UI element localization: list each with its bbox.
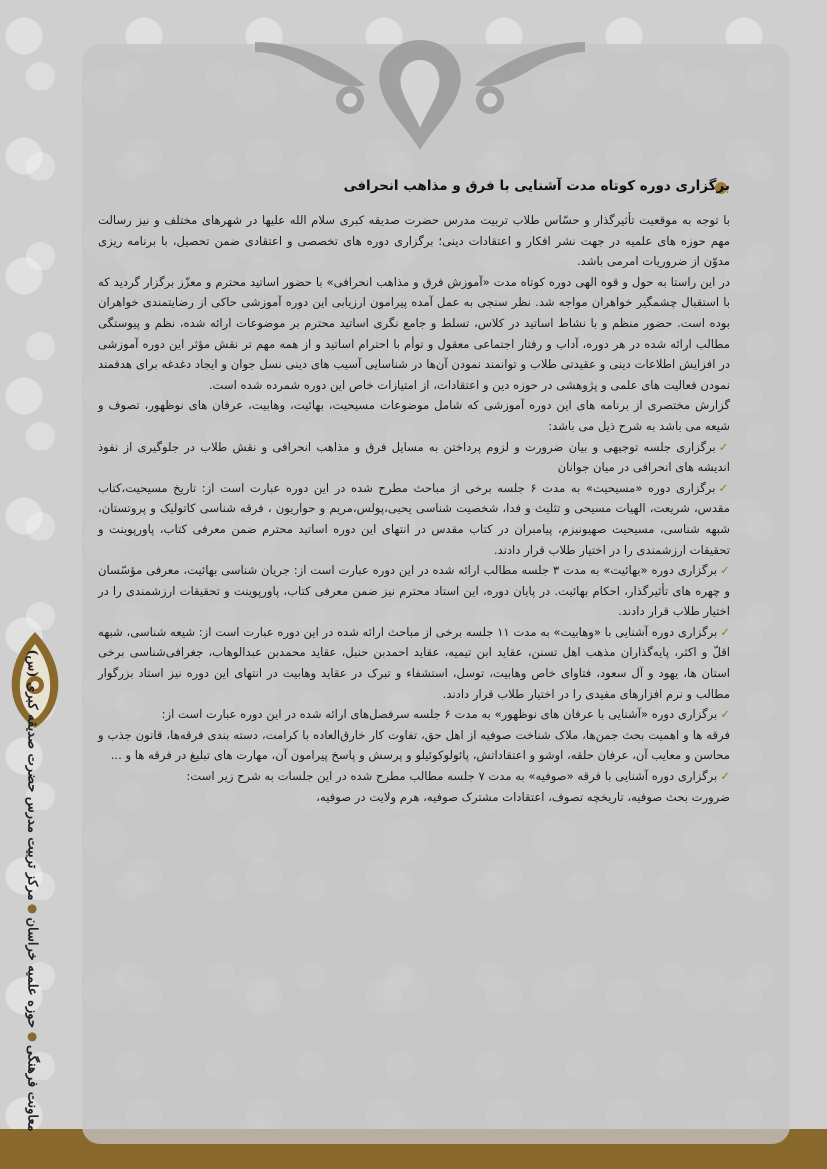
paragraph-text: برگزاری دوره «مسیحیت» به مدت ۶ جلسه برخی از مباحث مطرح شده در این دوره عبارت است از: تاریخ مسیحیت،کتاب مقدس، شریعت، الهیات مسیحی و تثلیث و فدا، شخصیت شناسی یحیی،پولس،مریم و حواریون ، فرقه شناسی کاتولیک و پروتستان، شبهه شناسی، مسیحیت صهیونیزم، پیامبران در کتاب مقدس در انتهای این دوره اساتید محترم ضمن معرفی کتاب، پاورپوینت و تحقیقات ارزشمندی را در اختیار طلاب قرار دادند. [98,480,730,557]
article-body [98,210,730,807]
paragraph-text: گزارش مختصری از برنامه های این دوره آموزشی که شامل موضوعات مسیحیت، بهائیت، وهابیت، عرفان های نوظهور، تصوف و شیعه می باشد به شرح ذیل می باشد: [98,398,730,433]
paragraph-text: ضرورت بحث صوفیه، تاریخچه تصوف، اعتقادات مشترک صوفیه، هرم ولایت در صوفیه، [316,789,730,804]
paragraph [98,272,730,396]
checkmark-icon: ✓ [720,563,730,578]
paragraph-text: برگزاری دوره آشنایی با «وهابیت» به مدت ۱۱ جلسه برخی از مباحث ارائه شده در این دوره عبارت است از: شیعه شناسی، شبهه اقلّ و اکثر، پایه‌گذاران مذهب اهل تسنن، عقاید ابن تیمیه، عقاید احمدبن حنبل، عقاید محمدبن عبدالوهاب، جغرافی‌شناسی برخی استان ها، یهود و آل سعود، فتاوای خاص وهابیت، توسل، استشفاء و تبرک در عقاید وهابیت در انتهای این دوره نیز استاد بزرگوار مطالب و نرم افزارهای مفیدی را در اختیار طلاب قرار دادند. [98,624,730,701]
separator-dot-icon [28,904,37,913]
checkmark-icon: ✓ [720,769,730,784]
checkmark-icon: ✓ [718,439,731,454]
paragraph-text: برگزاری دوره آشنایی با فرقه «صوفیه» به مدت ۷ جلسه مطالب مطرح شده در این جلسات به شرح زیر است: [186,769,718,784]
paragraph [98,560,730,622]
paragraph [98,437,730,478]
side-title-part2: حوزه علمیه خراسان [24,916,40,1028]
side-title-part3: مرکز تربیت مدرس حضرت صدیقه کبری (س) [24,648,40,900]
checkmark-icon: ✓ [718,480,731,495]
paragraph [98,210,730,272]
paragraph [98,395,730,436]
separator-dot-icon [28,1032,37,1041]
checkmark-icon: ✓ [720,707,730,722]
paragraph [98,766,730,787]
paragraph-text: برگزاری جلسه توجیهی و بیان ضرورت و لزوم پرداختن به مسایل فرق و مذاهب انحرافی و نقش طلاب در جلوگیری از نفوذ اندیشه های انحرافی در میان جوانان [98,439,730,475]
side-title-part1: معاونت فرهنگی [24,1044,40,1132]
top-ornament-icon [255,30,585,160]
paragraph-text: برگزاری دوره «بهائیت» به مدت ۳ جلسه مطالب ارائه شده در این دوره عبارت است از: جریان شناسی بهائیت، معرفی مؤسّسان و چهره های تأثیرگذار، احکام بهائیت. در پایان دوره، این استاد محترم نیز ضمن معرفی کتاب، پاورپوینت و تحقیقات ارزشمندی را در اختیار طلاب قرار دادند. [98,563,730,619]
paragraph [98,787,730,808]
paragraph [98,478,730,560]
paragraph-text: فرقه ها و اهمیت بحث جمن‌ها، ملاک شناخت صوفیه از اهل حق، تفاوت کار خارق‌العاده با کرامت، دسته بندی فرقه‌ها، قانون جذب و محاسن و معایب آن، عرفان حلقه، اوشو و اعتقاداتش، پائولوکوئیلو و پرسش و پاسخ پیرامون آن، مهارت های تبلیغ در فرقه ها و ... [98,727,730,763]
side-title [2,648,62,1132]
paragraph [98,725,730,766]
paragraph-text: در این راستا به حول و قوه الهی دوره کوتاه مدت «آموزش فرق و مذاهب انحرافی» با حضور اساتید محترم و معزّز برگزار گردید که با استقبال چشمگیر خواهران مواجه شد. نظر سنجی به عمل آمده پیرامون ارزیابی این دوره آموزشی حاکی از رضایتمندی خواهران بوده است. حضور منظم و با نشاط اساتید در کلاس، تسلط و جامع نگری اساتید محترم بر موضوعات ارائه شده، نظم و پیوستگی مطالب ارائه شده در هر دوره، آداب و رفتار اجتماعی معقول و توأم با احترام اساتید و از همه مهم تر نقش مؤثر این دوره آموزشی در افزایش اطلاعات دینی و عقیدتی طلاب و توانمند نمودن آن‌ها در شناسایی آسیب های دینی نسل جوان و ایجاد دغدغه برای هدفمند نمودن فعالیت های علمی و پژوهشی در حوزه دین و اعتقادات، از امتیازات خاص این دوره شمرده شده است. [98,274,730,392]
paragraph-text: برگزاری دوره «آشنایی با عرفان های نوظهور» به مدت ۶ جلسه سرفصل‌های ارائه شده در این دوره عبارت است از: [161,707,718,722]
paragraph [98,704,730,725]
paragraph-text: با توجه به موقعیت تأثیرگذار و حسّاس طلاب تربیت مدرس حضرت صدیقه کبری سلام الله علیها در شهرهای مختلف و نیز رسالت مهم حوزه های علمیه در جهت نشر افکار و اعتقادات دینی؛ برگزاری دوره های تخصصی و اعتقادی ضمن تحصیل، با برنامه ریزی مدوّن از ضروریات امرمی باشد. [98,213,730,269]
paragraph [98,622,730,704]
checkmark-icon: ✓ [720,624,730,639]
page-heading: برگزاری دوره کوتاه مدت آشنایی با فرق و مذاهب انحرافی [343,178,730,194]
